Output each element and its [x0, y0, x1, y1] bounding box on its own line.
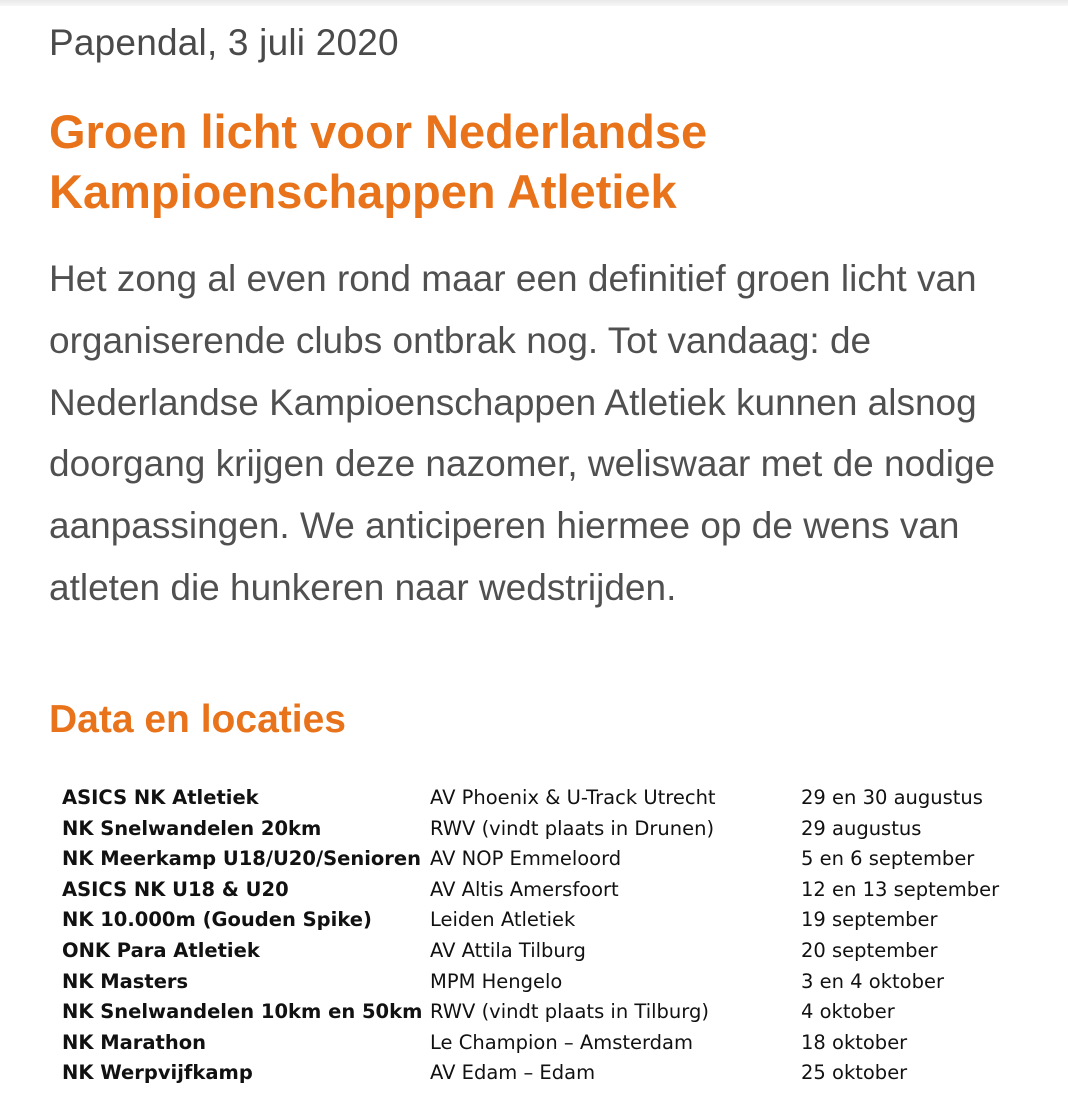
- event-name: ONK Para Atletiek: [62, 938, 260, 962]
- event-name: NK Marathon: [62, 1030, 207, 1054]
- event-date: 3 en 4 oktober: [801, 969, 944, 993]
- schedule-table: [62, 783, 1042, 1089]
- event-location: RWV (vindt plaats in Drunen): [430, 816, 715, 840]
- event-location: RWV (vindt plaats in Tilburg): [430, 1000, 709, 1024]
- table-row: [62, 936, 1042, 967]
- event-location: MPM Hengelo: [430, 969, 563, 993]
- event-name: NK Werpvijfkamp: [62, 1061, 253, 1085]
- table-row: [62, 844, 1042, 875]
- event-date: 4 oktober: [801, 1000, 895, 1024]
- section-title: Data en locaties: [49, 698, 346, 741]
- event-date: 5 en 6 september: [801, 847, 975, 871]
- event-date: 29 en 30 augustus: [801, 786, 983, 809]
- event-location: Le Champion – Amsterdam: [430, 1030, 694, 1054]
- table-row: [62, 997, 1042, 1028]
- event-location: AV Phoenix & U-Track Utrecht: [430, 786, 716, 809]
- event-date: 29 augustus: [801, 816, 922, 840]
- table-row: [62, 905, 1042, 936]
- article-body: Het zong al even rond maar een definitief groen licht van organiserende clubs ontbrak nog. Tot vandaag: de Nederlandse Kampioenschappen Atletiek kunnen alsnog doorgang krijgen deze nazomer, weliswaar met de nodige aanpassingen. We anticiperen hiermee op de wens van atleten die hunkeren naar wedstrijden.: [49, 258, 996, 608]
- event-name: ASICS NK U18 & U20: [62, 877, 289, 901]
- event-date: 25 oktober: [801, 1061, 908, 1085]
- table-row: [62, 1058, 1042, 1089]
- event-location: AV Edam – Edam: [430, 1061, 596, 1085]
- event-date: 18 oktober: [801, 1030, 908, 1054]
- event-name: ASICS NK Atletiek: [62, 786, 259, 809]
- article-dateline: Papendal, 3 juli 2020: [49, 22, 399, 63]
- event-date: 20 september: [801, 938, 938, 962]
- event-date: 12 en 13 september: [801, 877, 1000, 901]
- table-row: [62, 875, 1042, 906]
- table-row: [62, 783, 1042, 814]
- event-name: NK Meerkamp U18/U20/Senioren: [62, 847, 422, 871]
- table-row: [62, 814, 1042, 845]
- event-name: NK Snelwandelen 20km: [62, 816, 322, 840]
- article-headline: Groen licht voor Nederlandse Kampioenschappen Atletiek: [49, 105, 708, 218]
- table-row: [62, 967, 1042, 998]
- event-location: AV Attila Tilburg: [430, 938, 586, 962]
- event-location: Leiden Atletiek: [430, 908, 576, 932]
- event-location: AV NOP Emmeloord: [430, 847, 622, 871]
- event-name: NK Snelwandelen 10km en 50km: [62, 1000, 423, 1024]
- event-date: 19 september: [801, 908, 938, 932]
- event-location: AV Altis Amersfoort: [430, 877, 619, 901]
- event-name: NK 10.000m (Gouden Spike): [62, 908, 372, 932]
- event-name: NK Masters: [62, 969, 189, 993]
- table-row: [62, 1028, 1042, 1059]
- top-divider: [0, 0, 1068, 6]
